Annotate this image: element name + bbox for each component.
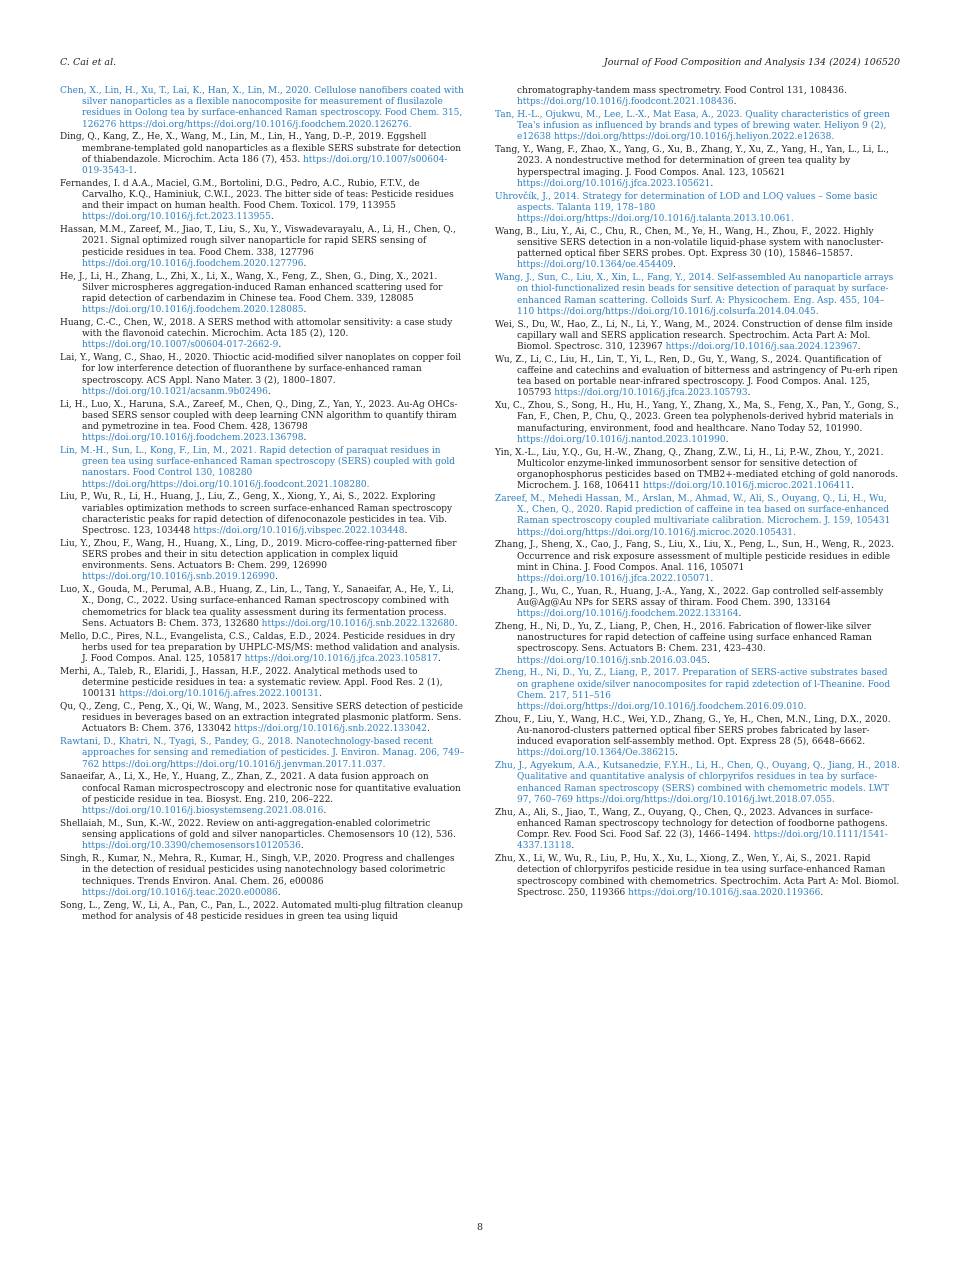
doi-link[interactable]: https://doi.org/10.3390/chemosensors10120536 [82,841,301,852]
reference-entry: Hassan, M.M., Zareef, M., Jiao, T., Liu, S., Xu, Y., Viswadevarayalu, A., Li, H., Chen, Q., 2021. Signal optimized rough silver nanoparticle for rapid SERS sensing of pesticide residues in tea. Food Chem. 338, 127796 https://doi.org/10.1016/j.foodchem.2020.127796. [60,225,456,269]
reference-entry: He, J., Li, H., Zhang, L., Zhi, X., Li, X., Wang, X., Feng, Z., Shen, G., Ding, X., 2021. Silver microspheres aggregation-induced Raman enhanced scattering used for rapid detection of carbendazim in Chinese tea. Food Chem. 339, 128085 https://doi.org/10.1016/j.foodchem.2020.128085. [60,271,443,316]
reference-text: Tang, Y., Wang, F., Zhao, X., Yang, G., Xu, B., Zhang, Y., Xu, Z., Yang, H., Yan, L., Li, L., 2023. A nondestructive method for determination of green tea quality by hyperspectral imaging. J. Food Compos. Anal. 123, 105621 [495,145,889,178]
reference-entry: Merhi, A., Taleb, R., Elaridi, J., Hassan, H.F., 2022. Analytical methods used to determine pesticide residues in tea: a systematic review. Appl. Food Res. 2 (1), 100131 https://doi.org/10.1016/j.afres.2022.100131. [60,666,443,700]
doi-link[interactable]: https://doi.org/10.1016/j.snb.2019.126990 [82,572,275,583]
reference-text: Liu, P., Wu, R., Li, H., Huang, J., Liu, Z., Geng, X., Xiong, Y., Ai, S., 2022. Exploring variables optimization methods to screen surface-enhanced Raman spectroscopy characteristic peaks for rapid detection of difenoconazole pesticides in tea. Vib. Spectrosc. 123, 103448 [60,492,453,537]
references-left-column [60,86,465,925]
reference-text: Rawtani, D., Khatri, N., Tyagi, S., Pandey, G., 2018. Nanotechnology-based recent approaches for sensing and remediation of pesticides. J. Environ. Manag. 206, 749–762 https://doi.org/https://doi.org/10.1016/j.jenvman.2017.11.037. [60,737,465,770]
doi-link[interactable]: https://doi.org/10.1016/j.teac.2020.e00086 [82,887,278,898]
reference-entry: Wang, B., Liu, Y., Ai, C., Chu, R., Chen, M., Ye, H., Wang, H., Zhou, F., 2022. Highly sensitive SERS detection in a non-volatile liquid-phase system with nanocluster-patterned optical fiber SERS probes. Opt. Express 30 (10), 15846–15857. https://doi.org/10.1364/oe.454409. [495,226,884,271]
reference-entry[interactable] [60,86,465,131]
reference-entry: Ding, Q., Kang, Z., He, X., Wang, M., Lin, M., Lin, H., Yang, D.-P., 2019. Eggshell membrane-templated gold nanoparticles as a flexible SERS substrate for detection of thiabendazole. Microchim. Acta 186 (7), 453. https://doi.org/10.1007/s00604-019-3543-1. [60,132,462,177]
doi-link[interactable]: https://doi.org/10.1364/oe.454409 [517,260,674,271]
reference-text: Luo, X., Gouda, M., Perumal, A.B., Huang, Z., Lin, L., Tang, Y., Sanaeifar, A., He, Y., Li, X., Dong, C., 2022. Using surface-enhanced Raman spectroscopy combined with chemometrics for black tea quality assessment during its fermentation process. Sens. Actuators B: Chem. 373, 132680 [60,585,454,629]
reference-text: Wu, Z., Li, C., Liu, H., Lin, T., Yi, L., Ren, D., Gu, Y., Wang, S., 2024. Quantification of caffeine and catechins and evaluation of bitterness and astringency of Pu-erh ripen tea based on portable near-infrared spectroscopy. J. Food Compos. Anal. 125, 105793 [495,354,898,399]
reference-entry: Zhang, J., Wu, C., Yuan, R., Huang, J.-A., Yang, X., 2022. Gap controlled self-assembly Au@Ag@Au NPs for SERS assay of thiram. Food Chem. 390, 133164 https://doi.org/10.1016/j.foodchem.2022.133164. [495,586,884,620]
doi-link[interactable]: https://doi.org/10.1016/j.fct.2023.113955 [82,212,271,223]
reference-text: Hassan, M.M., Zareef, M., Jiao, T., Liu, S., Xu, Y., Viswadevarayalu, A., Li, H., Chen, Q., 2021. Signal optimized rough silver nanoparticle for rapid SERS sensing of pesticide residues in tea. Food Chem. 338, 127796 [60,225,456,258]
reference-text: Zhu, A., Ali, S., Jiao, T., Wang, Z., Ouyang, Q., Chen, Q., 2023. Advances in surface-enhanced Raman spectroscopy technology for detection of foodborne pathogens. Compr. Rev. Food Sci. Food Saf. 22 (3), 1466–1494. [495,807,888,841]
doi-link[interactable]: https://doi.org/10.1007/s00604-017-2662-9 [82,340,279,351]
reference-text: Lai, Y., Wang, C., Shao, H., 2020. Thioctic acid-modified silver nanoplates on copper foil for low interference detection of fluoranthene by surface-enhanced raman spectroscopy. ACS Appl. Nano Mater. 3 (2), 1800–1807. [60,353,462,386]
reference-entry: Liu, Y., Zhou, F., Wang, H., Huang, X., Ling, D., 2019. Micro-coffee-ring-patterned fiber SERS probes and their in situ detection application in complex liquid environments. Sens. Actuators B: Chem. 299, 126990 https://doi.org/10.1016/j.snb.2019.126990. [60,538,457,583]
doi-link[interactable]: https://doi.org/10.1016/j.biosystemseng.2021.08.016 [82,806,324,817]
reference-entry: Zheng, H., Ni, D., Yu, Z., Liang, P., Chen, H., 2016. Fabrication of flower-like silver nanostructures for rapid detection of caffeine using surface enhanced Raman spectroscopy. Sens. Actuators B: Chem. 231, 423–430. https://doi.org/10.1016/j.snb.2016.03.045. [495,622,872,666]
reference-text: Ding, Q., Kang, Z., He, X., Wang, M., Lin, M., Lin, H., Yang, D.-P., 2019. Eggshell membrane-templated gold nanoparticles as a flexible SERS substrate for detection of thiabendazole. Microchim. Acta 186 (7), 453. [60,132,462,165]
doi-link[interactable]: https://doi.org/10.1016/j.jfca.2023.105621 [517,178,711,189]
reference-entry[interactable] [495,192,900,226]
reference-text: Qu, Q., Zeng, C., Peng, X., Qi, W., Wang, M., 2023. Sensitive SERS detection of pesticide residues in beverages based on an extraction integrated plasmonic platform. Sens. Actuators B: Chem. 376, 133042 [60,702,463,735]
reference-text: Tan, H.-L., Ojukwu, M., Lee, L.-X., Mat Easa, A., 2023. Quality characteristics of green Tea's infusion as influenced by brands and types of brewing water. Heliyon 9 (2), e12638 https://doi.org/https://doi.org/10.1016/j.heliyon.2022.e12638. [495,110,890,143]
reference-entry[interactable] [495,761,900,806]
reference-entry: Singh, R., Kumar, N., Mehra, R., Kumar, H., Singh, V.P., 2020. Progress and challenges in the detection of residual pesticides using nanotechnology based colorimetric techniques. Trends Environ. Anal. Chem. 26, e00086 https://doi.org/10.1016/j.teac.2020.e00086. [60,854,455,898]
reference-text: chromatography-tandem mass spectrometry. Food Control 131, 108436. [517,86,847,96]
reference-entry: Lai, Y., Wang, C., Shao, H., 2020. Thioctic acid-modified silver nanoplates on copper foil for low interference detection of fluoranthene by surface-enhanced raman spectroscopy. ACS Appl. Nano Mater. 3 (2), 1800–1807. https://doi.org/10.1021/acsanm.9b02496. [60,353,462,397]
reference-text: Fernandes, I. d A.A., Maciel, G.M., Bortolini, D.G., Pedro, A.C., Rubio, F.T.V., de Carvalho, K.Q., Haminiuk, C.W.I., 2023. The bitter side of teas: Pesticide residues and their impact on human health. Food Chem. Toxicol. 179, 113955 [60,178,454,212]
reference-text: Li, H., Luo, X., Haruna, S.A., Zareef, M., Chen, Q., Ding, Z., Yan, Y., 2023. Au-Ag OHCs-based SERS sensor coupled with deep learning CNN algorithm to quantify thiram and pymetrozine in tea. Food Chem. 428, 136798 [60,399,458,433]
reference-entry: Wei, S., Du, W., Hao, Z., Li, N., Li, Y., Wang, M., 2024. Construction of dense film inside capillary wall and SERS application research. Spectrochim. Acta Part A: Mol. Biomol. Spectrosc. 310, 123967 https://doi.org/10.1016/j.saa.2024.123967. [495,319,893,353]
doi-link[interactable]: https://doi.org/10.1016/j.snb.2016.03.045 [517,655,708,666]
reference-text: Song, L., Zeng, W., Li, A., Pan, C., Pan, L., 2022. Automated multi-plug filtration cleanup method for analysis of 48 pesticide residues in green tea using liquid [60,900,463,922]
doi-link[interactable]: https://doi.org/10.1016/j.jfca.2022.105071 [517,574,711,585]
reference-text: Merhi, A., Taleb, R., Elaridi, J., Hassan, H.F., 2022. Analytical methods used to determine pesticide residues in tea: a systematic review. Appl. Food Res. 2 (1), 100131 [60,666,443,700]
doi-link[interactable]: https://doi.org/10.1016/j.saa.2024.123967 [665,342,858,353]
doi-link[interactable]: https://doi.org/10.1016/j.foodchem.2020.127796 [82,258,304,269]
doi-link[interactable]: https://doi.org/10.1016/j.foodchem.2020.128085 [82,305,304,316]
reference-text: He, J., Li, H., Zhang, L., Zhi, X., Li, X., Wang, X., Feng, Z., Shen, G., Ding, X., 2021. Silver microspheres aggregation-induced Raman enhanced scattering used for rapid detection of carbendazim in Chinese tea. Food Chem. 339, 128085 [60,271,443,305]
reference-entry [60,901,465,923]
reference-text: Wang, J., Sun, C., Liu, X., Xin, L., Fang, Y., 2014. Self-assembled Au nanoparticle arrays on thiol-functionalized resin beads for sensitive detection of paraquat by surface-enhanced Raman scattering. Colloids Surf. A: Physicochem. Eng. Asp. 455, 104–110 https://doi.org/https://doi.org/10.1016/j.colsurfa.2014.04.045. [495,273,894,317]
doi-link[interactable]: https://doi.org/10.1016/j.snb.2022.132680 [261,618,455,629]
reference-entry[interactable] [495,668,900,713]
reference-text: Wei, S., Du, W., Hao, Z., Li, N., Li, Y., Wang, M., 2024. Construction of dense film inside capillary wall and SERS application research. Spectrochim. Acta Part A: Mol. Biomol. Spectrosc. 310, 123967 [495,319,893,353]
reference-entry: Huang, C.-C., Chen, W., 2018. A SERS method with attomolar sensitivity: a case study with the flavonoid catechin. Microchim. Acta 185 (2), 120. https://doi.org/10.1007/s00604-017-2662-9. [60,318,453,351]
reference-text: Shellaiah, M., Sun, K.-W., 2022. Review on anti-aggregation-enabled colorimetric sensing applications of gold and silver nanoparticles. Chemosensors 10 (12), 536. [60,818,456,841]
doi-link[interactable]: https://doi.org/10.1016/j.snb.2022.133042 [234,724,428,735]
running-header-authors: C. Cai et al. [60,57,117,68]
reference-text: Zhang, J., Sheng, X., Cao, J., Fang, S., Liu, X., Liu, X., Peng, L., Sun, H., Weng, R., 2023. Occurrence and risk exposure assessment of multiple pesticide residues in edible mint in China. J. Food Compos. Anal. 116, 105071 [495,540,895,573]
reference-entry: Zhu, A., Ali, S., Jiao, T., Wang, Z., Ouyang, Q., Chen, Q., 2023. Advances in surface-enhanced Raman spectroscopy technology for detection of foodborne pathogens. Compr. Rev. Food Sci. Food Saf. 22 (3), 1466–1494. https://doi.org/10.1111/1541-4337.13118. [495,807,888,852]
doi-link[interactable]: https://doi.org/10.1021/acsanm.9b02496 [82,386,268,397]
doi-link[interactable]: https://doi.org/10.1016/j.jfca.2023.105793 [554,388,748,399]
reference-entry[interactable] [495,110,900,144]
doi-link[interactable]: https://doi.org/10.1016/j.afres.2022.100131 [119,689,319,700]
reference-text: Liu, Y., Zhou, F., Wang, H., Huang, X., Ling, D., 2019. Micro-coffee-ring-patterned fiber SERS probes and their in situ detection application in complex liquid environments. Sens. Actuators B: Chem. 299, 126990 [60,538,457,572]
reference-text: Zareef, M., Mehedi Hassan, M., Arslan, M., Ahmad, W., Ali, S., Ouyang, Q., Li, H., Wu, X., Chen, Q., 2020. Rapid prediction of caffeine in tea based on surface-enhanced Raman spectroscopy coupled multivariate calibration. Microchem. J. 159, 105431 https://doi.org/https://doi.org/10.1016/j.microc.2020.105431. [495,494,891,538]
doi-link[interactable]: https://doi.org/10.1364/Oe.386215 [517,748,676,759]
reference-entry: Tang, Y., Wang, F., Zhao, X., Yang, G., Xu, B., Zhang, Y., Xu, Z., Yang, H., Yan, L., Li, L., 2023. A nondestructive method for determination of green tea quality by hyperspectral imaging. J. Food Compos. Anal. 123, 105621 https://doi.org/10.1016/j.jfca.2023.105621. [495,145,889,189]
reference-text: Uhrovčík, J., 2014. Strategy for determination of LOD and LOQ values – Some basic aspects. Talanta 119, 178–180 https://doi.org/https://doi.org/10.1016/j.talanta.2013.10.061. [495,191,878,225]
doi-link[interactable]: https://doi.org/10.1111/1541-4337.13118 [517,830,888,852]
running-header-journal: Journal of Food Composition and Analysis 134 (2024) 106520 [603,57,900,68]
reference-text: Zhang, J., Wu, C., Yuan, R., Huang, J.-A., Yang, X., 2022. Gap controlled self-assembly Au@Ag@Au NPs for SERS assay of thiram. Food Chem. 390, 133164 [495,586,884,609]
reference-text: Singh, R., Kumar, N., Mehra, R., Kumar, H., Singh, V.P., 2020. Progress and challenges in the detection of residual pesticides using nanotechnology based colorimetric techniques. Trends Environ. Anal. Chem. 26, e00086 [60,854,455,887]
reference-entry: Zhang, J., Sheng, X., Cao, J., Fang, S., Liu, X., Liu, X., Peng, L., Sun, H., Weng, R., 2023. Occurrence and risk exposure assessment of multiple pesticide residues in edible mint in China. J. Food Compos. Anal. 116, 105071 https://doi.org/10.1016/j.jfca.2022.105071. [495,540,895,585]
references-right-column [495,86,900,901]
reference-text: Chen, X., Lin, H., Xu, T., Lai, K., Han, X., Lin, M., 2020. Cellulose nanofibers coated with silver nanoparticles as a flexible nanocomposite for measurement of flusilazole residues in Oolong tea by surface-enhanced Raman spectroscopy. Food Chem. 315, 126276 https://doi.org/https://doi.org/10.1016/j.foodchem.2020.126276. [60,86,464,130]
reference-text: Huang, C.-C., Chen, W., 2018. A SERS method with attomolar sensitivity: a case study with the flavonoid catechin. Microchim. Acta 185 (2), 120. [60,318,453,340]
reference-entry: Fernandes, I. d A.A., Maciel, G.M., Bortolini, D.G., Pedro, A.C., Rubio, F.T.V., de Carvalho, K.Q., Haminiuk, C.W.I., 2023. The bitter side of teas: Pesticide residues and their impact on human health. Food Chem. Toxicol. 179, 113955 https://doi.org/10.1016/j.fct.2023.113955. [60,178,454,223]
reference-entry: chromatography-tandem mass spectrometry. Food Control 131, 108436. https://doi.org/10.1016/j.foodcont.2021.108436. [517,86,847,108]
reference-text: Xu, C., Zhou, S., Song, H., Hu, H., Yang, Y., Zhang, X., Ma, S., Feng, X., Pan, Y., Gong, S., Fan, F., Chen, P., Chu, Q., 2023. Green tea polyphenols-derived hybrid materials in manufacturing, environment, food and healthcare. Nano Today 52, 101990. [495,401,899,434]
doi-link[interactable]: https://doi.org/10.1007/s00604-019-3543-1 [82,154,448,177]
reference-entry: Shellaiah, M., Sun, K.-W., 2022. Review on anti-aggregation-enabled colorimetric sensing applications of gold and silver nanoparticles. Chemosensors 10 (12), 536. https://doi.org/10.3390/chemosensors10120536. [60,818,456,852]
reference-text: Zhu, J., Agyekum, A.A., Kutsanedzie, F.Y.H., Li, H., Chen, Q., Ouyang, Q., Jiang, H., 2018. Qualitative and quantitative analysis of chlorpyrifos residues in tea by surface-enhanced Raman spectroscopy (SERS) combined with chemometric models. LWT 97, 760–769 https://doi.org/https://doi.org/10.1016/j.lwt.2018.07.055. [495,761,900,805]
reference-entry: Luo, X., Gouda, M., Perumal, A.B., Huang, Z., Lin, L., Tang, Y., Sanaeifar, A., He, Y., Li, X., Dong, C., 2022. Using surface-enhanced Raman spectroscopy combined with chemometrics for black tea quality assessment during its fermentation process. Sens. Actuators B: Chem. 373, 132680 https://doi.org/10.1016/j.snb.2022.132680. [60,585,458,629]
reference-entry: Liu, P., Wu, R., Li, H., Huang, J., Liu, Z., Geng, X., Xiong, Y., Ai, S., 2022. Exploring variables optimization methods to screen surface-enhanced Raman spectroscopy characteristic peaks for rapid detection of difenoconazole pesticides in tea. Vib. Spectrosc. 123, 103448 https://doi.org/10.1016/j.vibspec.2022.103448. [60,492,453,537]
doi-link[interactable]: https://doi.org/10.1016/j.foodchem.2023.136798 [82,433,304,444]
doi-link[interactable]: https://doi.org/10.1016/j.saa.2020.119366 [628,887,821,898]
doi-link[interactable]: https://doi.org/10.1016/j.foodcont.2021.108436 [517,97,734,108]
reference-text: Zheng, H., Ni, D., Yu, Z., Liang, P., 2017. Preparation of SERS-active substrates based on graphene oxide/silver nanocomposites for rapid zdetection of l-Theanine. Food Chem. 217, 511–516 https://doi.org/https://doi.org/10.1016/j.foodchem.2016.09.010. [495,668,891,713]
reference-entry: Zhu, X., Li, W., Wu, R., Liu, P., Hu, X., Xu, L., Xiong, Z., Wen, Y., Ai, S., 2021. Rapid detection of chlorpyrifos pesticide residue in tea using surface-enhanced Raman spectroscopy combined with chemometrics. Spectrochim. Acta Part A: Mol. Biomol. Spectrosc. 250, 119366 https://doi.org/10.1016/j.saa.2020.119366. [495,854,900,898]
reference-entry: Wu, Z., Li, C., Liu, H., Lin, T., Yi, L., Ren, D., Gu, Y., Wang, S., 2024. Quantification of caffeine and catechins and evaluation of bitterness and astringency of Pu-erh ripen tea based on portable near-infrared spectroscopy. J. Food Compos. Anal. 125, 105793 https://doi.org/10.1016/j.jfca.2023.105793. [495,354,898,399]
reference-entry[interactable] [495,273,900,318]
reference-entry[interactable] [60,737,465,771]
reference-entry[interactable] [495,494,900,539]
reference-text: Yin, X.-L., Liu, Y.Q., Gu, H.-W., Zhang, Q., Zhang, Z.W., Li, H., Li, P.-W., Zhou, Y., 2021. Multicolor enzyme-linked immunosorbent sensor for sensitive detection of organophosphorus pesticides based on TMB2+-mediated etching of gold nanorods. Microchem. J. 168, 106411 [495,447,898,492]
doi-link[interactable]: https://doi.org/10.1016/j.vibspec.2022.103448 [193,526,405,537]
reference-text: Zheng, H., Ni, D., Yu, Z., Liang, P., Chen, H., 2016. Fabrication of flower-like silver nanostructures for rapid detection of caffeine using surface enhanced Raman spectroscopy. Sens. Actuators B: Chem. 231, 423–430. [495,622,872,655]
reference-text: Mello, D.C., Pires, N.L., Evangelista, C.S., Caldas, E.D., 2024. Pesticide residues in dry herbs used for tea preparation by UHPLC-MS/MS: method validation and analysis. J. Food Compos. Anal. 125, 105817 [60,631,461,665]
doi-link[interactable]: https://doi.org/10.1016/j.nantod.2023.101990 [517,434,726,445]
reference-entry: Qu, Q., Zeng, C., Peng, X., Qi, W., Wang, M., 2023. Sensitive SERS detection of pesticide residues in beverages based on an extraction integrated plasmonic platform. Sens. Actuators B: Chem. 376, 133042 https://doi.org/10.1016/j.snb.2022.133042. [60,702,463,735]
reference-text: Zhu, X., Li, W., Wu, R., Liu, P., Hu, X., Xu, L., Xiong, Z., Wen, Y., Ai, S., 2021. Rapid detection of chlorpyrifos pesticide residue in tea using surface-enhanced Raman spectroscopy combined with chemometrics. Spectrochim. Acta Part A: Mol. Biomol. Spectrosc. 250, 119366 [495,854,900,898]
reference-entry[interactable] [60,446,465,491]
reference-text: Wang, B., Liu, Y., Ai, C., Chu, R., Chen, M., Ye, H., Wang, H., Zhou, F., 2022. Highly sensitive SERS detection in a non-volatile liquid-phase system with nanocluster-patterned optical fiber SERS probes. Opt. Express 30 (10), 15846–15857. [495,226,884,260]
reference-text: Sanaeifar, A., Li, X., He, Y., Huang, Z., Zhan, Z., 2021. A data fusion approach on confocal Raman microspectroscopy and electronic nose for quantitative evaluation of pesticide residue in tea. Biosyst. Eng. 210, 206–222. [60,772,461,805]
reference-text: Zhou, F., Liu, Y., Wang, H.C., Wei, Y.D., Zhang, G., Ye, H., Chen, M.N., Ling, D.X., 2020. Au-nanorod-clusters patterned optical fiber SERS probes fabricated by laser-induced evaporation self-assembly method. Opt. Express 28 (5), 6648–6662. [495,714,891,748]
doi-link[interactable]: https://doi.org/10.1016/j.jfca.2023.105817 [244,654,438,665]
doi-link[interactable]: https://doi.org/10.1016/j.microc.2021.106411 [643,481,852,492]
reference-entry: Zhou, F., Liu, Y., Wang, H.C., Wei, Y.D., Zhang, G., Ye, H., Chen, M.N., Ling, D.X., 2020. Au-nanorod-clusters patterned optical fiber SERS probes fabricated by laser-induced evaporation self-assembly method. Opt. Express 28 (5), 6648–6662. https://doi.org/10.1364/Oe.386215. [495,714,891,759]
reference-entry: Yin, X.-L., Liu, Y.Q., Gu, H.-W., Zhang, Q., Zhang, Z.W., Li, H., Li, P.-W., Zhou, Y., 2021. Multicolor enzyme-linked immunosorbent sensor for sensitive detection of organophosphorus pesticides based on TMB2+-mediated etching of gold nanorods. Microchem. J. 168, 106411 https://doi.org/10.1016/j.microc.2021.106411. [495,447,898,492]
reference-entry: Mello, D.C., Pires, N.L., Evangelista, C.S., Caldas, E.D., 2024. Pesticide residues in dry herbs used for tea preparation by UHPLC-MS/MS: method validation and analysis. J. Food Compos. Anal. 125, 105817 https://doi.org/10.1016/j.jfca.2023.105817. [60,631,461,665]
reference-entry: Li, H., Luo, X., Haruna, S.A., Zareef, M., Chen, Q., Ding, Z., Yan, Y., 2023. Au-Ag OHCs-based SERS sensor coupled with deep learning CNN algorithm to quantify thiram and pymetrozine in tea. Food Chem. 428, 136798 https://doi.org/10.1016/j.foodchem.2023.136798. [60,399,458,444]
reference-entry: Sanaeifar, A., Li, X., He, Y., Huang, Z., Zhan, Z., 2021. A data fusion approach on confocal Raman microspectroscopy and electronic nose for quantitative evaluation of pesticide residue in tea. Biosyst. Eng. 210, 206–222. https://doi.org/10.1016/j.biosystemseng.2021.08.016. [60,772,461,817]
page-number: 8 [476,1222,484,1233]
doi-link[interactable]: https://doi.org/10.1016/j.foodchem.2022.133164 [517,609,739,620]
reference-text: Lin, M.-H., Sun, L., Kong, F., Lin, M., 2021. Rapid detection of paraquat residues in green tea using surface-enhanced Raman spectroscopy (SERS) coupled with gold nanostars. Food Control 130, 108280 https://doi.org/https://doi.org/10.1016/j.foodcont.2021.108280. [60,446,455,490]
reference-entry: Xu, C., Zhou, S., Song, H., Hu, H., Yang, Y., Zhang, X., Ma, S., Feng, X., Pan, Y., Gong, S., Fan, F., Chen, P., Chu, Q., 2023. Green tea polyphenols-derived hybrid materials in manufacturing, environment, food and healthcare. Nano Today 52, 101990. https://doi.org/10.1016/j.nantod.2023.101990. [495,401,899,445]
